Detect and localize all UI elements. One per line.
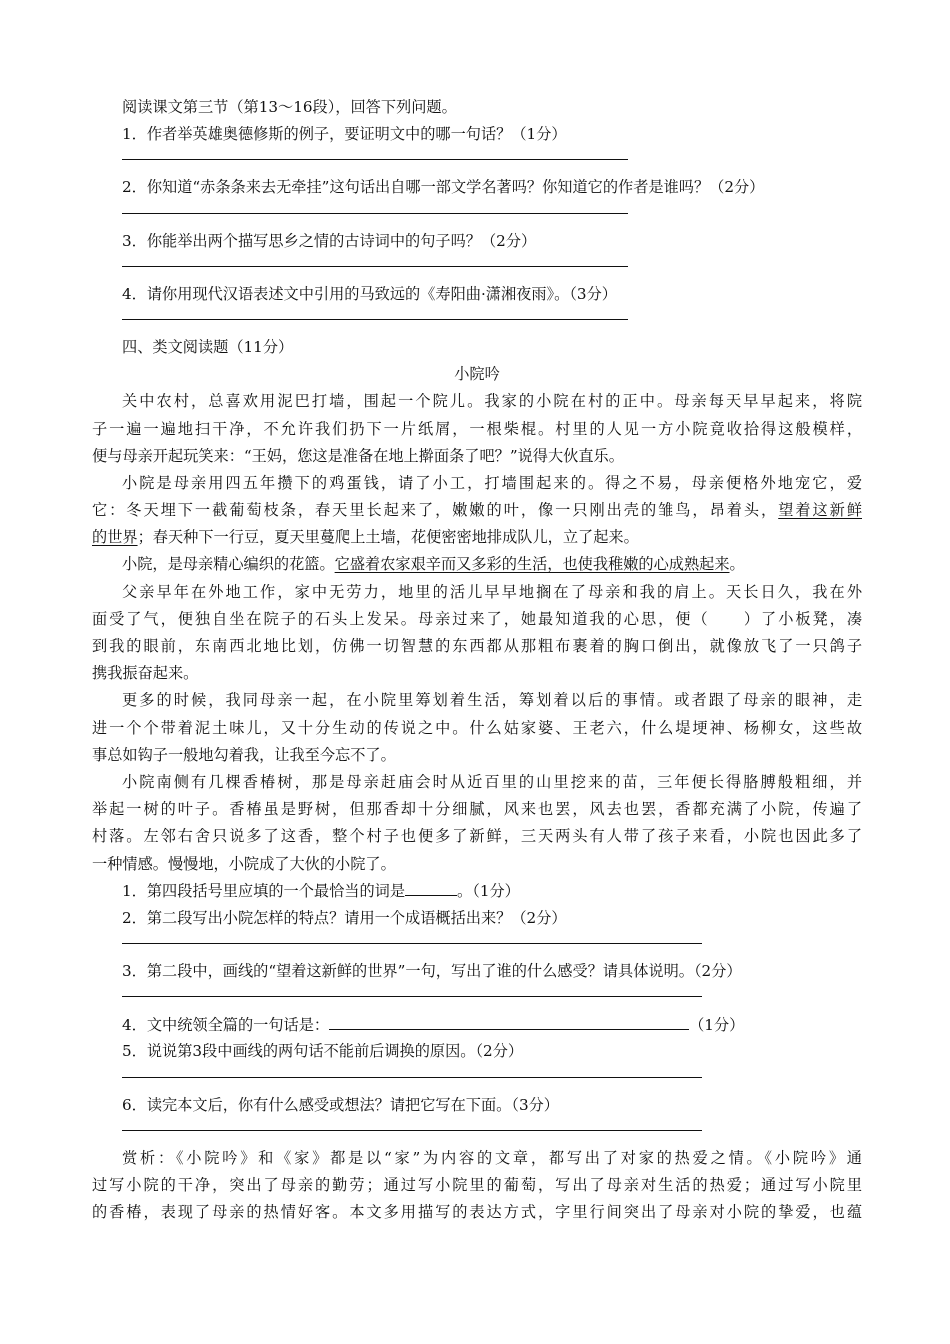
answer-line-3-3[interactable]	[122, 266, 628, 267]
question-4-3: 3．第二段中，画线的“望着这新鲜的世界”一句，写出了谁的什么感受？请具体说明。（2分）	[122, 962, 742, 981]
question-4-6: 6．读完本文后，你有什么感受或想法？请把它写在下面。（3分）	[122, 1095, 559, 1114]
paragraph-4-line-3: 到我的眼前，东南西北地比划，仿佛一切智慧的东西都从那粗布裹着的胸口倒出，就像放飞了一只鸽子	[92, 637, 862, 655]
paragraph-5-line-1: 更多的时候，我同母亲一起，在小院里筹划着生活，筹划着以后的事情。或者跟了母亲的眼神，走	[122, 691, 862, 710]
question-4-4-score: （1分）	[689, 1016, 745, 1035]
paragraph-3-end: 。	[729, 555, 745, 574]
paragraph-4-line-2: 面受了气，便独自坐在院子的石头上发呆。母亲过来了，她最知道我的心思，便（ ）了小板凳，凑	[92, 609, 862, 628]
paragraph-6-line-3: 村落。左邻右舍只说多了这香，整个村子也便多了新鲜，三天两头有人带了孩子来看，小院也因此多了	[92, 827, 862, 846]
question-3-3: 3．你能举出两个描写思乡之情的古诗词中的句子吗？（2分）	[122, 231, 537, 250]
underlined-phrase-part-1: 望着这新鲜	[778, 501, 862, 520]
paragraph-4-line-1: 父亲早年在外地工作，家中无劳力，地里的活儿早早地搁在了母亲和我的肩上。天长日久，我在外	[122, 582, 862, 601]
paragraph-3-sentence-1: 小院，是母亲精心编织的花篮。	[122, 555, 335, 574]
answer-line-3-4[interactable]	[122, 319, 628, 320]
paragraph-6-line-1: 小院南侧有几棵香椿树，那是母亲赶庙会时从近百里的山里挖来的苗，三年便长得胳膊般粗细，并	[122, 772, 862, 791]
appreciation-line-1: 赏析：《小院吟》和《家》都是以“家”为内容的文章，都写出了对家的热爱之情。《小院吟》通	[122, 1148, 862, 1167]
paragraph-4-line-4: 携我振奋起来。	[92, 664, 199, 683]
paragraph-2-line-3-text: ；春天种下一行豆，夏天里蔓爬上土墙，花便密密地排成队儿，立了起来。	[137, 528, 639, 547]
paragraph-1-line-1: 关中农村，总喜欢用泥巴打墙，围起一个院儿。我家的小院在村的正中。母亲每天早早起来，将院	[122, 392, 862, 411]
answer-line-4-5[interactable]	[122, 1077, 702, 1078]
question-4-1	[92, 878, 862, 905]
underlined-sentence: 它盛着农家艰辛而又多彩的生活，也使我稚嫩的心成熟起来	[334, 555, 730, 574]
article-title: 小院吟	[454, 365, 500, 384]
question-4-1-text: 1．第四段括号里应填的一个最恰当的词是	[122, 881, 406, 900]
fill-blank-4-4[interactable]	[329, 1011, 689, 1030]
answer-line-4-3[interactable]	[122, 996, 702, 997]
paragraph-2-line-1: 小院是母亲用四五年攒下的鸡蛋钱，请了小工，打墙围起来的。得之不易，母亲便格外地宠它，爱	[122, 473, 862, 492]
appreciation-line-3: 的香椿，表现了母亲的热情好客。本文多用描写的表达方式，字里行间突出了母亲对小院的挚爱，也蕴	[92, 1203, 862, 1222]
question-3-4: 4．请你用现代汉语表述文中引用的马致远的《寿阳曲·潇湘夜雨》。（3分）	[122, 284, 617, 303]
appreciation-line-2: 过写小院的干净，突出了母亲的勤劳；通过写小院里的葡萄，写出了母亲对生活的热爱；通过写小院里	[92, 1176, 862, 1194]
document-page	[92, 94, 862, 1226]
question-3-1: 1．作者举英雄奥德修斯的例子，要证明文中的哪一句话？（1分）	[122, 125, 567, 144]
paragraph-5-line-3: 事总如钩子一般地勾着我，让我至今忘不了。	[92, 745, 396, 764]
paragraph-2-line-3	[92, 524, 862, 551]
paragraph-6-line-4: 一种情感。慢慢地，小院成了大伙的小院了。	[92, 854, 396, 873]
reading-instruction: 阅读课文第三节（第13～16段），回答下列问题。	[122, 98, 457, 116]
question-4-4	[92, 1011, 862, 1038]
paragraph-2-line-2	[92, 497, 862, 524]
question-4-2: 2．第二段写出小院怎样的特点？请用一个成语概括出来？（2分）	[122, 908, 567, 927]
question-3-2: 2．你知道“赤条条来去无牵挂”这句话出自哪一部文学名著吗？你知道它的作者是谁吗？（2分）	[122, 178, 765, 197]
underlined-phrase-part-2: 的世界	[92, 528, 138, 547]
question-4-4-text: 4．文中统领全篇的一句话是：	[122, 1016, 330, 1035]
paragraph-1-line-2: 子一遍一遍地扫干净，不允许我们扔下一片纸屑，一根柴棍。村里的人见一方小院竟收拾得这般模样，	[92, 419, 862, 438]
answer-line-3-2[interactable]	[122, 213, 628, 214]
question-4-5: 5．说说第3段中画线的两句话不能前后调换的原因。（2分）	[122, 1042, 524, 1061]
fill-blank-4-1[interactable]	[405, 881, 457, 896]
paragraph-6-line-2: 举起一树的叶子。香椿虽是野树，但那香却十分细腻，风来也罢，风去也罢，香都充满了小院，传遍了	[92, 800, 862, 819]
paragraph-3	[92, 551, 862, 578]
answer-line-4-6[interactable]	[122, 1130, 702, 1131]
paragraph-1-line-3: 便与母亲开起玩笑来：“王妈，您这是准备在地上擀面条了吧？”说得大伙直乐。	[92, 446, 624, 465]
section-heading-4: 四、类文阅读题（11分）	[122, 337, 294, 356]
paragraph-5-line-2: 进一个个带着泥土味儿，又十分生动的传说之中。什么姑家婆、王老六，什么堤埂神、杨柳女，这些故	[92, 718, 862, 737]
question-4-1-score: 。（1分）	[457, 881, 520, 900]
answer-line-4-2[interactable]	[122, 943, 702, 944]
answer-line-3-1[interactable]	[122, 159, 628, 160]
paragraph-2-line-2-text: 它：冬天埋下一截葡萄枝条，春天里长起来了，嫩嫩的叶，像一只刚出壳的雏鸟，昂着头，	[92, 501, 779, 520]
